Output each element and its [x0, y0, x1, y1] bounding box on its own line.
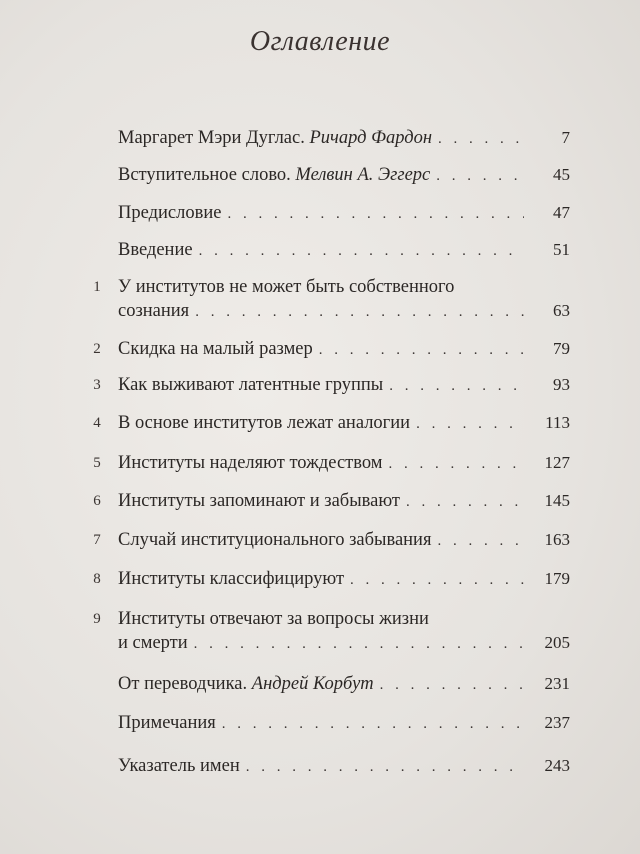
entry-title: Институты запоминают и забывают: [118, 491, 401, 511]
entry-title: Вступительное слово.: [118, 165, 291, 185]
chapter-number: 6: [93, 493, 101, 509]
entry-page-number: 231: [544, 674, 570, 693]
entry-page-number: 237: [544, 713, 570, 732]
entry-title: От переводчика.: [118, 674, 248, 694]
toc-entry: [93, 567, 570, 592]
entry-page-number: 113: [545, 413, 570, 432]
leader-dots: [389, 374, 524, 398]
chapter-number: 1: [93, 279, 101, 295]
entry-page-number: 179: [544, 569, 570, 588]
toc-entry: [118, 201, 570, 226]
toc-entry: [93, 411, 570, 436]
leader-dots: [195, 300, 524, 324]
entry-title: Введение: [118, 240, 193, 260]
leader-dots: [436, 164, 524, 188]
chapter-number: 7: [93, 532, 101, 548]
leader-dots: [246, 755, 524, 779]
entry-title: Скидка на малый размер: [118, 339, 313, 359]
toc-entry: [118, 238, 570, 263]
entry-title-line1: У институтов не может быть собственного: [118, 277, 455, 297]
toc-entry: [118, 711, 570, 736]
entry-page-number: 7: [561, 128, 570, 147]
chapter-number: 2: [93, 341, 101, 357]
leader-dots: [416, 412, 524, 436]
entry-title: Как выживают латентные группы: [118, 375, 384, 395]
chapter-number: 5: [93, 455, 101, 471]
chapter-number: 9: [93, 611, 101, 627]
toc-entry: [93, 528, 570, 553]
leader-dots: [437, 529, 524, 553]
toc-entry: [93, 607, 570, 656]
toc-entry: [118, 672, 570, 697]
entry-page-number: 93: [553, 375, 570, 394]
entry-page-number: 51: [553, 240, 570, 259]
toc-entry: [93, 337, 570, 362]
entry-title: Случай институционального забывания: [118, 530, 432, 550]
entry-page-number: 243: [544, 756, 570, 775]
leader-dots: [194, 632, 524, 656]
leader-dots: [199, 239, 524, 263]
entry-title: Институты наделяют тождеством: [118, 453, 383, 473]
toc-entry: [93, 451, 570, 476]
chapter-number: 4: [93, 415, 101, 431]
toc-entry: [93, 275, 570, 324]
toc-entry: [118, 754, 570, 779]
toc-entry: [93, 489, 570, 514]
chapter-number: 3: [93, 377, 101, 393]
entry-page-number: 79: [553, 339, 570, 358]
entry-title: и смерти: [118, 633, 188, 653]
entry-page-number: 163: [544, 530, 570, 549]
entry-author: Мелвин А. Эггерс: [295, 165, 431, 185]
entry-author: Андрей Корбут: [251, 674, 374, 694]
leader-dots: [380, 673, 524, 697]
leader-dots: [438, 127, 524, 151]
leader-dots: [222, 712, 524, 736]
entry-page-number: 205: [544, 633, 570, 652]
toc-entry: [118, 126, 570, 151]
entry-page-number: 145: [544, 491, 570, 510]
entry-author: Ричард Фардон: [309, 128, 433, 148]
toc-entry: [93, 373, 570, 398]
entry-title-line1: Институты отвечают за вопросы жизни: [118, 609, 429, 629]
entry-title: В основе институтов лежат аналогии: [118, 413, 411, 433]
entry-page-number: 45: [553, 165, 570, 184]
entry-title: Маргарет Мэри Дуглас.: [118, 128, 305, 148]
toc-title: Оглавление: [249, 26, 391, 57]
entry-title: Примечания: [118, 713, 216, 733]
leader-dots: [388, 452, 524, 476]
entry-title: Предисловие: [118, 203, 222, 223]
leader-dots: [319, 338, 524, 362]
entry-page-number: 127: [544, 453, 570, 472]
entry-page-number: 47: [553, 203, 570, 222]
toc-entry: [118, 163, 570, 188]
entry-page-number: 63: [553, 301, 570, 320]
entry-title: Институты классифицируют: [118, 569, 345, 589]
entry-title: сознания: [118, 301, 190, 321]
entry-title: Указатель имен: [118, 756, 240, 776]
leader-dots: [350, 568, 524, 592]
leader-dots: [406, 490, 524, 514]
leader-dots: [227, 202, 524, 226]
chapter-number: 8: [93, 571, 101, 587]
